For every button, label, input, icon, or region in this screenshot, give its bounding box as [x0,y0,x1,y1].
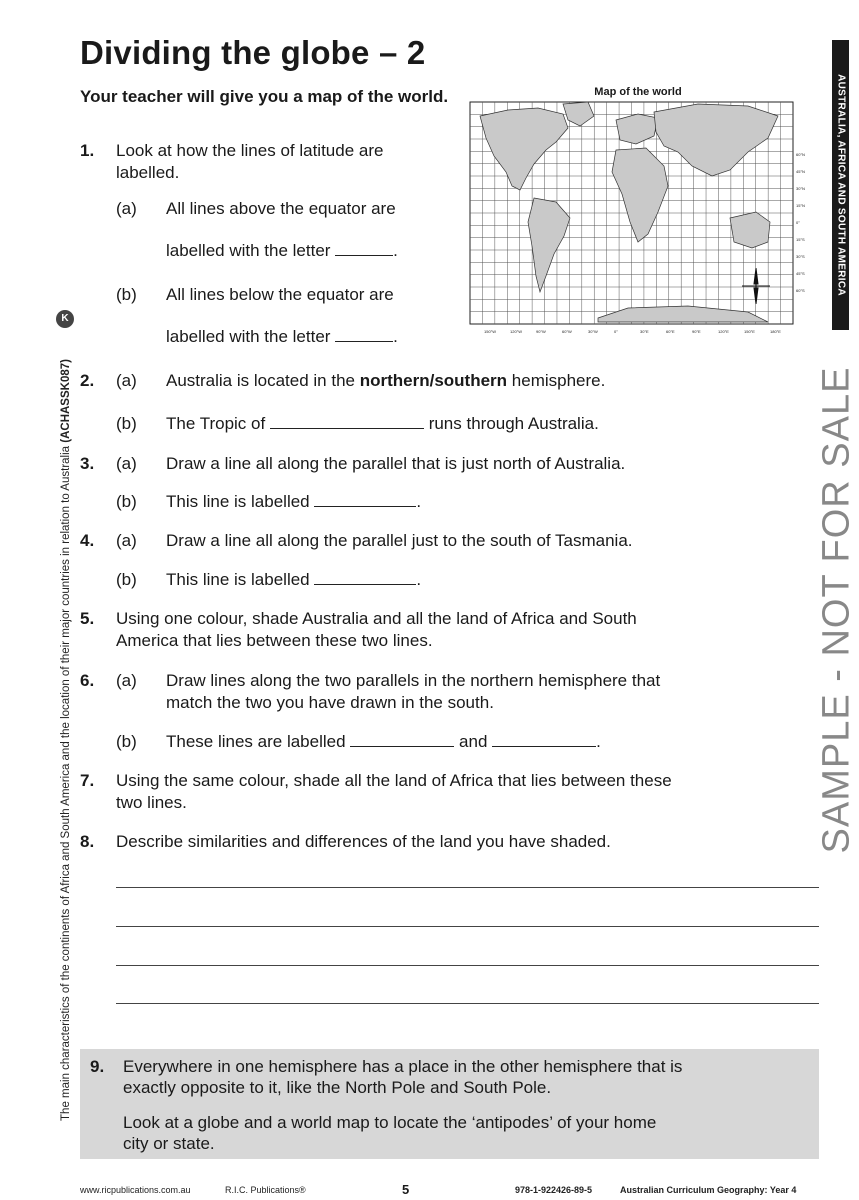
latitude-label: 15°S [796,237,805,242]
footer-book-title: Australian Curriculum Geography: Year 4 [620,1185,797,1195]
punct: . [596,732,601,751]
section-tab [832,40,849,330]
sub-label: (a) [116,531,137,550]
curriculum-icon: K [56,310,74,328]
world-map [468,86,808,342]
question-text: hemisphere. [507,371,606,390]
footer-website: www.ricpublications.com.au [80,1185,191,1195]
question-text: The Tropic of [166,414,266,433]
curriculum-description [60,359,72,1121]
longitude-label: 120°E [718,329,729,334]
longitude-label: 120°W [510,329,523,334]
answer-line[interactable] [116,965,819,966]
sub-label: (b) [116,732,137,751]
sub-label: (a) [116,371,137,390]
australia-shape [730,212,770,248]
question-text: These lines are labelled [166,732,346,751]
answer-line[interactable] [116,887,819,888]
question-text: match the two you have drawn in the south. [166,693,494,712]
longitude-label: 0° [614,329,618,334]
sub-label: (b) [116,285,137,304]
answer-blank[interactable] [335,328,393,342]
longitude-label: 90°W [536,329,546,334]
curriculum-code: (ACHASSK087) [60,359,72,443]
punct: . [393,327,398,346]
question-number: 1. [80,141,95,160]
question-9-box [80,1049,819,1159]
question-text: labelled with the letter [166,327,331,346]
question-text: city or state. [123,1134,215,1153]
question-number: 5. [80,609,95,628]
latitude-label: 0° [796,220,800,225]
latitude-label: 45°S [796,271,805,276]
answer-line[interactable] [116,926,819,927]
question-number: 3. [80,454,95,473]
punct: . [416,570,422,589]
question-text: Describe similarities and differences of the land you have shaded. [116,832,611,851]
question-text: Draw a line all along the parallel just to the south of Tasmania. [166,531,633,550]
question-text: Look at how the lines of latitude are labelled. [116,141,384,182]
question-number: 4. [80,531,95,550]
watermark: SAMPLE - NOT FOR SALE [815,366,858,854]
page-number: 5 [402,1182,410,1197]
answer-blank[interactable] [335,242,393,256]
question-text: and [459,732,488,751]
map-title: Map of the world [594,86,682,98]
latitude-label: 60°N [796,152,805,157]
question-text: All lines below the equator are [166,285,394,304]
latitude-label: 60°S [796,288,805,293]
longitude-label: 60°E [666,329,675,334]
sub-label: (a) [116,454,137,473]
question-text: Everywhere in one hemisphere has a place in the other hemisphere that is [123,1057,683,1076]
section-tab-label: AUSTRALIA, AFRICA AND SOUTH AMERICA [835,74,846,296]
question-number: 2. [80,371,95,390]
latitude-label: 30°S [796,254,805,259]
question-text: Using the same colour, shade all the land of Africa that lies between these [116,771,672,790]
curriculum-text: The main characteristics of the continents of Africa and South America and the location of their major countries in relation to Australia [60,442,72,1121]
footer-publisher: R.I.C. Publications® [225,1185,306,1195]
question-text: All lines above the equator are [166,199,396,218]
latitude-label: 30°N [796,186,805,191]
longitude-label: 60°W [562,329,572,334]
question-text: America that lies between these two lines. [116,631,433,650]
question-text: This line is labelled [166,492,310,511]
latitude-label: 15°N [796,203,805,208]
question-text: Draw lines along the two parallels in the northern hemisphere that [166,671,661,690]
question-number: 8. [80,832,95,851]
latitude-label: 45°N [796,169,805,174]
question-text: This line is labelled [166,570,310,589]
question-number: 6. [80,671,95,690]
page-title: Dividing the globe – 2 [80,34,426,71]
answer-blank[interactable] [270,415,424,429]
question-text: runs through Australia. [428,414,599,433]
punct: . [416,492,422,511]
sub-label: (b) [116,492,137,511]
sub-label: (b) [116,414,137,433]
longitude-label: 150°E [744,329,755,334]
punct: . [393,241,398,260]
question-number: 9. [90,1057,105,1076]
question-text: exactly opposite to it, like the North Pole and South Pole. [123,1078,552,1097]
answer-blank[interactable] [314,493,416,507]
answer-blank[interactable] [492,733,596,747]
hemisphere-choice[interactable]: northern/southern [359,371,508,390]
sub-label: (a) [116,671,137,690]
longitude-label: 30°E [640,329,649,334]
sub-label: (a) [116,199,137,218]
footer-isbn: 978-1-922426-89-5 [515,1185,593,1195]
question-text: Australia is located in the [166,371,360,390]
question-number: 7. [80,771,95,790]
answer-blank[interactable] [314,571,416,585]
sub-label: (b) [116,570,137,589]
longitude-label: 30°W [588,329,598,334]
world-map-graphic [468,86,808,342]
answer-line[interactable] [116,1003,819,1004]
longitude-label: 150°W [484,329,497,334]
question-text: two lines. [116,793,187,812]
answer-blank[interactable] [350,733,454,747]
question-text: labelled with the letter [166,241,331,260]
intro-text: Your teacher will give you a map of the world. [80,87,449,106]
longitude-label: 90°E [692,329,701,334]
question-text: Using one colour, shade Australia and all the land of Africa and South [116,609,637,628]
longitude-label: 180°E [770,329,781,334]
question-text: Look at a globe and a world map to locate the ‘antipodes’ of your home [123,1113,657,1132]
question-text: Draw a line all along the parallel that is just north of Australia. [166,454,626,473]
